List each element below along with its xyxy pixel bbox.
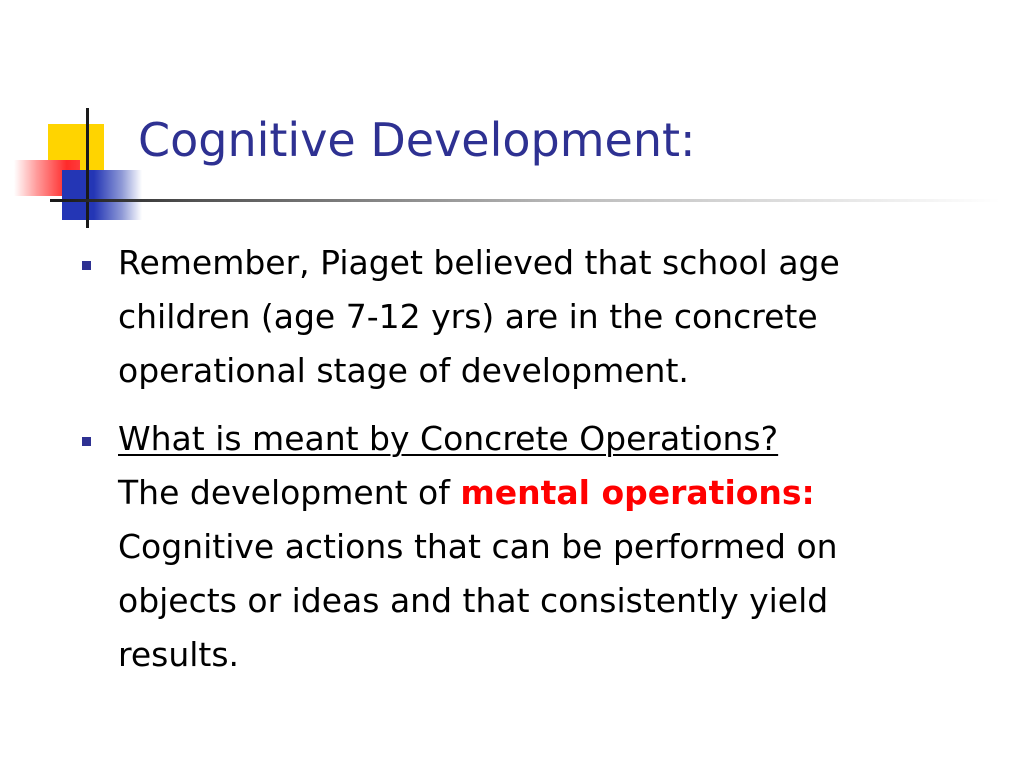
definition-term: mental operations:	[460, 473, 815, 512]
definition-prefix: The development of	[118, 473, 461, 512]
slide-title: Cognitive Development:	[138, 113, 696, 167]
definition-text-line: objects or ideas and that consistently yield	[118, 581, 829, 620]
logo-vertical-line	[86, 108, 89, 228]
corner-logo-icon	[0, 0, 150, 230]
definition-intro-line	[118, 466, 1000, 520]
bullet-item-piaget	[80, 236, 1000, 398]
definition-text-line: Cognitive actions that can be performed on	[118, 527, 838, 566]
question-line	[118, 412, 1000, 466]
bullet-item-concrete-operations	[80, 412, 1000, 682]
bullet-text-line: Remember, Piaget believed that school age	[118, 243, 840, 282]
bullet-text-line: operational stage of development.	[118, 351, 689, 390]
square-bullet-icon	[82, 437, 91, 446]
question-text: What is meant by Concrete Operations?	[118, 419, 779, 458]
bullet-list	[80, 236, 1000, 696]
definition-text-line: results.	[118, 635, 240, 674]
square-bullet-icon	[82, 261, 91, 270]
logo-blue-bar	[62, 170, 142, 220]
title-divider	[60, 199, 1000, 202]
bullet-text-line: children (age 7-12 yrs) are in the concrete	[118, 297, 818, 336]
